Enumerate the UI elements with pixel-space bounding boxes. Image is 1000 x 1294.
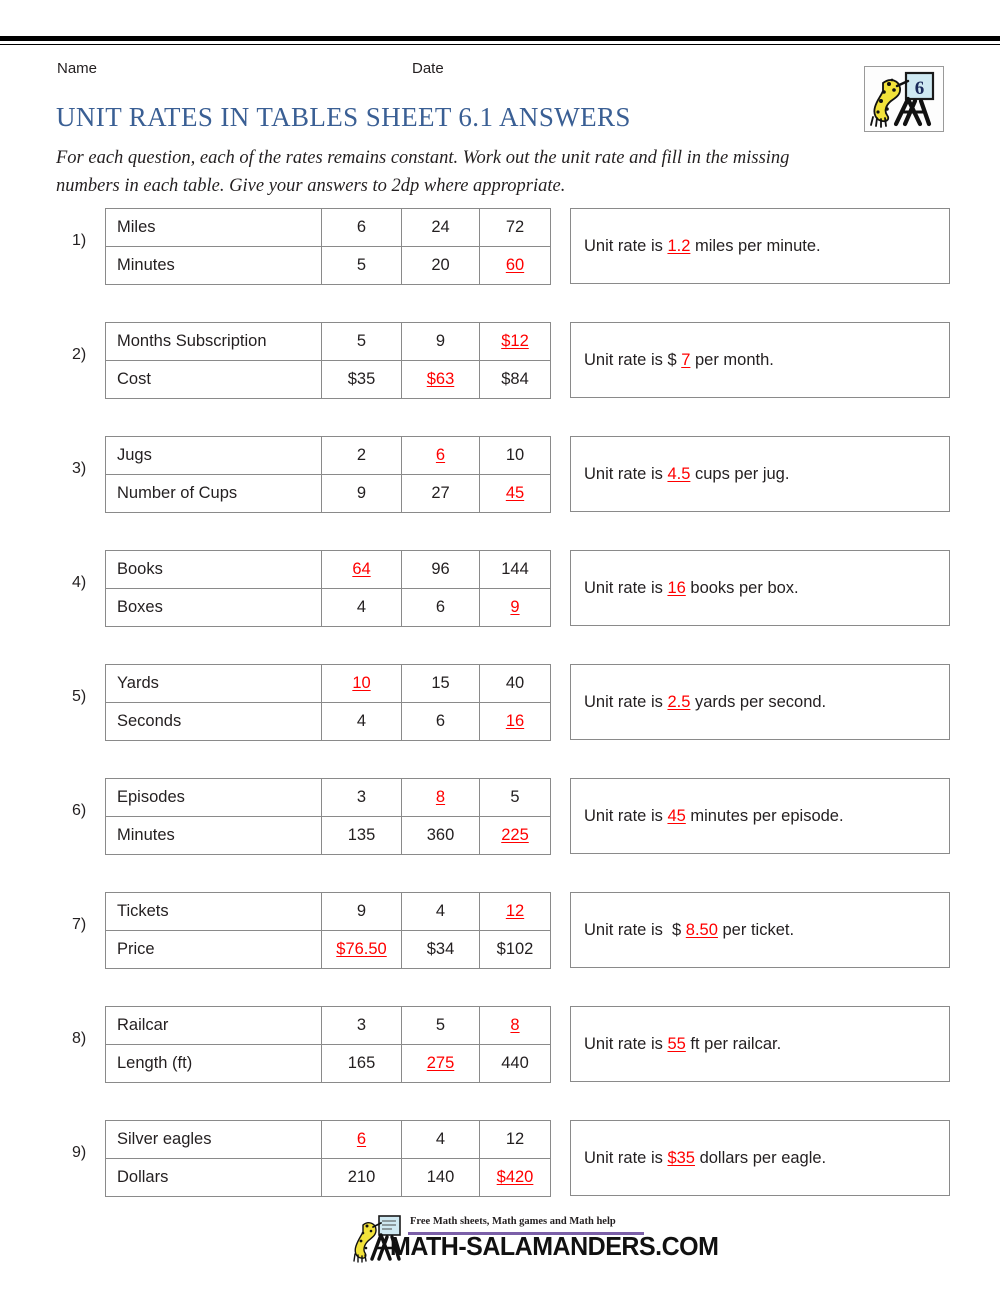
answer-prefix: Unit rate is — [584, 692, 668, 711]
answer-prefix: Unit rate is — [584, 1148, 668, 1167]
data-cell[interactable]: 4 — [402, 1121, 480, 1159]
answer-statement — [584, 209, 944, 283]
data-cell[interactable]: 6 — [402, 589, 480, 627]
question-row — [0, 318, 1000, 398]
answer-prefix: Unit rate is — [584, 578, 668, 597]
rate-table — [105, 322, 551, 399]
answer-cell[interactable] — [480, 703, 551, 741]
data-cell[interactable]: 5 — [402, 1007, 480, 1045]
answer-cell[interactable] — [480, 247, 551, 285]
data-cell[interactable]: 5 — [480, 779, 551, 817]
data-cell[interactable]: 27 — [402, 475, 480, 513]
answer-suffix: cups per jug. — [690, 464, 790, 483]
answer-cell[interactable] — [480, 1159, 551, 1197]
table-row — [106, 817, 551, 855]
row-label: Railcar — [106, 1007, 322, 1045]
unit-rate-value: 8.50 — [685, 920, 718, 939]
answer-cell[interactable] — [480, 589, 551, 627]
answer-value: 225 — [501, 826, 529, 844]
answer-suffix: ft per railcar. — [685, 1034, 782, 1053]
answer-statement — [584, 551, 944, 625]
footer-brand[interactable]: MATH-SALAMANDERS.COM — [390, 1232, 719, 1262]
answer-cell[interactable] — [402, 361, 480, 399]
unit-rate-value: $35 — [667, 1148, 695, 1167]
question-number: 3) — [72, 460, 87, 477]
table-row — [106, 1045, 551, 1083]
answer-prefix: Unit rate is — [584, 236, 668, 255]
unit-rate-value: 2.5 — [667, 692, 691, 711]
table-row — [106, 931, 551, 969]
table-row — [106, 893, 551, 931]
data-cell[interactable]: 2 — [322, 437, 402, 475]
answer-value: 275 — [426, 1054, 455, 1072]
answer-value: $76.50 — [336, 940, 387, 958]
answer-value: 64 — [352, 560, 371, 578]
row-label: Minutes — [106, 817, 322, 855]
answer-value: 16 — [505, 712, 525, 730]
unit-rate-value: 7 — [681, 350, 691, 369]
row-label: Books — [106, 551, 322, 589]
answer-cell[interactable] — [322, 551, 402, 589]
data-cell[interactable]: 210 — [322, 1159, 402, 1197]
answer-cell[interactable] — [480, 893, 551, 931]
row-label: Miles — [106, 209, 322, 247]
answer-cell[interactable] — [322, 665, 402, 703]
answer-statement — [584, 323, 944, 397]
question-number: 1) — [72, 232, 87, 249]
table-row — [106, 1121, 551, 1159]
answer-box — [570, 322, 950, 398]
answer-value: $420 — [496, 1168, 534, 1186]
question-number: 9) — [72, 1144, 87, 1161]
question-number: 2) — [72, 346, 87, 363]
table-row — [106, 665, 551, 703]
data-cell[interactable]: 3 — [322, 1007, 402, 1045]
grade-number-text: 6 — [914, 78, 925, 99]
answer-box — [570, 778, 950, 854]
question-row — [0, 888, 1000, 968]
answer-box — [570, 1006, 950, 1082]
answer-statement — [584, 437, 944, 511]
table-row — [106, 779, 551, 817]
question-row — [0, 1002, 1000, 1082]
rate-table — [105, 436, 551, 513]
name-label: Name — [57, 60, 98, 77]
answer-suffix: minutes per episode. — [685, 806, 844, 825]
footer-tagline: Free Math sheets, Math games and Math help — [410, 1216, 616, 1227]
answer-prefix: Unit rate is — [584, 1034, 668, 1053]
answer-suffix: per month. — [690, 350, 774, 369]
data-cell[interactable]: 440 — [480, 1045, 551, 1083]
grade-badge-logo — [864, 66, 944, 132]
page-title: UNIT RATES IN TABLES SHEET 6.1 ANSWERS — [56, 102, 631, 132]
question-row — [0, 1116, 1000, 1196]
header-rule-thick — [0, 36, 1000, 41]
question-number: 7) — [72, 916, 87, 933]
data-cell[interactable]: 9 — [322, 475, 402, 513]
unit-rate-value: 4.5 — [667, 464, 691, 483]
row-label: Dollars — [106, 1159, 322, 1197]
row-label: Silver eagles — [106, 1121, 322, 1159]
data-cell[interactable]: 360 — [402, 817, 480, 855]
date-label: Date — [412, 60, 444, 77]
row-label: Yards — [106, 665, 322, 703]
data-cell[interactable]: $84 — [480, 361, 551, 399]
row-label: Tickets — [106, 893, 322, 931]
instructions-text: For each question, each of the rates remains constant. Work out the unit rate and fill in the missing numbers in each table. Give your answers to 2dp where appropriate. — [56, 148, 790, 196]
answer-box — [570, 436, 950, 512]
question-number: 6) — [72, 802, 87, 819]
data-cell[interactable]: $34 — [402, 931, 480, 969]
answer-statement — [584, 779, 944, 853]
table-row — [106, 551, 551, 589]
question-number: 5) — [72, 688, 87, 705]
answer-suffix: books per box. — [685, 578, 799, 597]
answer-box — [570, 1120, 950, 1196]
data-cell[interactable]: 144 — [480, 551, 551, 589]
answer-box — [570, 664, 950, 740]
data-cell[interactable]: 9 — [402, 323, 480, 361]
data-cell[interactable]: 135 — [322, 817, 402, 855]
answer-cell[interactable] — [322, 931, 402, 969]
answer-prefix: Unit rate is — [584, 806, 668, 825]
answer-value: $63 — [426, 370, 455, 388]
row-label: Episodes — [106, 779, 322, 817]
rate-table — [105, 550, 551, 627]
answer-box — [570, 208, 950, 284]
answer-suffix: dollars per eagle. — [694, 1148, 827, 1167]
data-cell[interactable]: 5 — [322, 247, 402, 285]
data-cell[interactable]: 24 — [402, 209, 480, 247]
answer-box — [570, 550, 950, 626]
unit-rate-value: 1.2 — [667, 236, 691, 255]
answer-prefix: Unit rate is $ — [584, 350, 682, 369]
answer-suffix: per ticket. — [717, 920, 795, 939]
answer-cell[interactable] — [480, 323, 551, 361]
rate-table — [105, 664, 551, 741]
data-cell[interactable]: 40 — [480, 665, 551, 703]
rate-table — [105, 208, 551, 285]
table-row — [106, 209, 551, 247]
rate-table — [105, 778, 551, 855]
data-cell[interactable]: 3 — [322, 779, 402, 817]
answer-box — [570, 892, 950, 968]
data-cell[interactable]: 6 — [402, 703, 480, 741]
answer-prefix: Unit rate is — [584, 464, 668, 483]
row-label: Number of Cups — [106, 475, 322, 513]
question-row — [0, 546, 1000, 626]
answer-value: 8 — [435, 788, 446, 806]
answer-statement — [584, 665, 944, 739]
row-label: Cost — [106, 361, 322, 399]
question-number: 8) — [72, 1030, 87, 1047]
question-row — [0, 774, 1000, 854]
data-cell[interactable]: $35 — [322, 361, 402, 399]
row-label: Price — [106, 931, 322, 969]
question-row — [0, 660, 1000, 740]
answer-prefix: Unit rate is $ — [584, 920, 686, 939]
data-cell[interactable]: 20 — [402, 247, 480, 285]
data-cell[interactable]: 12 — [480, 1121, 551, 1159]
answer-cell[interactable] — [480, 475, 551, 513]
table-row — [106, 1007, 551, 1045]
answer-value: 10 — [352, 674, 371, 692]
row-label: Boxes — [106, 589, 322, 627]
data-cell[interactable]: 4 — [322, 703, 402, 741]
answer-cell[interactable] — [480, 1007, 551, 1045]
unit-rate-value: 55 — [667, 1034, 686, 1053]
rate-table — [105, 892, 551, 969]
unit-rate-value: 45 — [667, 806, 686, 825]
question-number: 4) — [72, 574, 87, 591]
data-cell[interactable]: 10 — [480, 437, 551, 475]
table-row — [106, 475, 551, 513]
data-cell[interactable]: 165 — [322, 1045, 402, 1083]
header-rule-thin — [0, 44, 1000, 45]
data-cell[interactable]: 6 — [322, 209, 402, 247]
salamander-grade-icon — [865, 67, 943, 131]
data-cell[interactable]: 9 — [322, 893, 402, 931]
table-row — [106, 703, 551, 741]
answer-value: 12 — [505, 902, 525, 920]
rate-table — [105, 1120, 551, 1197]
row-label: Jugs — [106, 437, 322, 475]
answer-value: 45 — [505, 484, 525, 502]
answer-suffix: miles per minute. — [690, 236, 821, 255]
answer-value: $12 — [501, 332, 529, 350]
data-cell[interactable]: 4 — [402, 893, 480, 931]
answer-value: 9 — [510, 598, 520, 616]
answer-cell[interactable] — [322, 1121, 402, 1159]
unit-rate-value: 16 — [667, 578, 686, 597]
question-row — [0, 432, 1000, 512]
answer-value: 8 — [510, 1016, 520, 1034]
rate-table — [105, 1006, 551, 1083]
data-cell[interactable]: 5 — [322, 323, 402, 361]
row-label: Minutes — [106, 247, 322, 285]
footer-logo — [352, 1214, 719, 1270]
table-row — [106, 361, 551, 399]
table-row — [106, 437, 551, 475]
answer-cell[interactable] — [402, 1045, 480, 1083]
answer-suffix: yards per second. — [690, 692, 827, 711]
answer-cell[interactable] — [402, 779, 480, 817]
table-row — [106, 589, 551, 627]
data-cell[interactable]: 140 — [402, 1159, 480, 1197]
row-label: Months Subscription — [106, 323, 322, 361]
row-label: Seconds — [106, 703, 322, 741]
answer-cell[interactable] — [402, 437, 480, 475]
row-label: Length (ft) — [106, 1045, 322, 1083]
answer-statement — [584, 893, 944, 967]
question-row — [0, 204, 1000, 284]
table-row — [106, 323, 551, 361]
answer-value: 6 — [435, 446, 446, 464]
answer-value: 60 — [505, 256, 525, 274]
answer-cell[interactable] — [480, 817, 551, 855]
answer-statement — [584, 1121, 944, 1195]
data-cell[interactable]: 72 — [480, 209, 551, 247]
data-cell[interactable]: 15 — [402, 665, 480, 703]
table-row — [106, 247, 551, 285]
data-cell[interactable]: 4 — [322, 589, 402, 627]
answer-statement — [584, 1007, 944, 1081]
table-row — [106, 1159, 551, 1197]
data-cell[interactable]: 96 — [402, 551, 480, 589]
answer-value: 6 — [356, 1130, 367, 1148]
data-cell[interactable]: $102 — [480, 931, 551, 969]
